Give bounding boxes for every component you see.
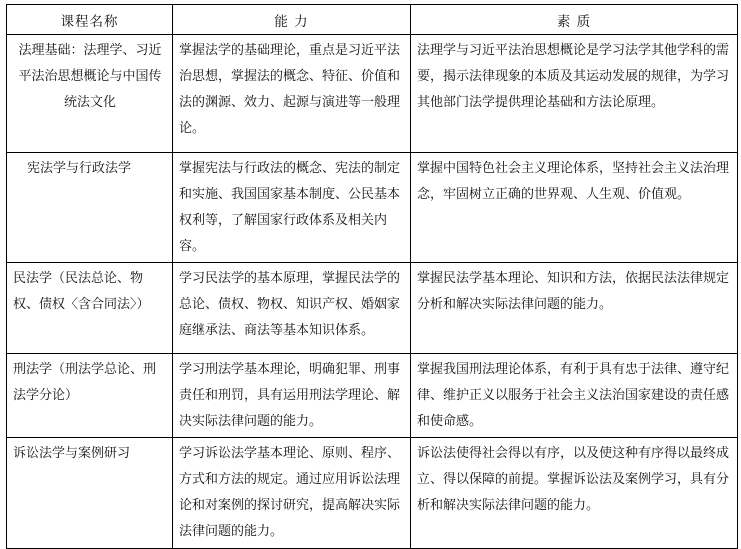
- quality-cell: 法理学与习近平法治思想概论是学习法学其他学科的需要，揭示法律现象的本质及其运动发展的规律，为学习其他部门法学提供理论基础和方法论原理。: [411, 35, 738, 153]
- course-name-cell: 宪法学与行政法学: [7, 153, 173, 263]
- course-ability-quality-table: [6, 4, 738, 549]
- table-row: [7, 153, 738, 263]
- course-name-cell: 诉讼法学与案例研习: [7, 438, 173, 549]
- quality-cell: 诉讼法使得社会得以有序，以及使这种有序得以最终成立、得以保障的前提。掌握诉讼法及案例学习，具有分析和解决实际法律问题的能力。: [411, 438, 738, 549]
- ability-cell: 学习民法学的基本原理，掌握民法学的总论、债权、物权、知识产权、婚姻家庭继承法、商法等基本知识体系。: [173, 263, 411, 354]
- table-row: [7, 354, 738, 438]
- course-name-cell: 刑法学（刑法学总论、刑法学分论）: [7, 354, 173, 438]
- course-name-cell: 民法学（民法总论、物权、债权〈含合同法〉）: [7, 263, 173, 354]
- quality-cell: 掌握中国特色社会主义理论体系，坚持社会主义法治理念，牢固树立正确的世界观、人生观、价值观。: [411, 153, 738, 263]
- quality-cell: 掌握民法学基本理论、知识和方法，依据民法法律规定分析和解决实际法律问题的能力。: [411, 263, 738, 354]
- table-row: [7, 263, 738, 354]
- course-table-container: [6, 4, 738, 549]
- course-name-cell: 法理基础：法理学、习近平法治思想概论与中国传统法文化: [7, 35, 173, 153]
- quality-cell: 掌握我国刑法理论体系，有利于具有忠于法律、遵守纪律、维护正义以服务于社会主义法治国家建设的责任感和使命感。: [411, 354, 738, 438]
- ability-cell: 掌握法学的基础理论，重点是习近平法治思想，掌握法的概念、特征、价值和法的渊源、效力、起源与演进等一般理论。: [173, 35, 411, 153]
- header-course-name: 课程名称: [7, 5, 173, 35]
- table-header-row: [7, 5, 738, 35]
- ability-cell: 掌握宪法与行政法的概念、宪法的制定和实施、我国国家基本制度、公民基本权利等，了解国家行政体系及相关内容。: [173, 153, 411, 263]
- header-quality: 素 质: [411, 5, 738, 35]
- table-row: [7, 35, 738, 153]
- header-ability: 能 力: [173, 5, 411, 35]
- ability-cell: 学习诉讼法学基本理论、原则、程序、方式和方法的规定。通过应用诉讼法理论和对案例的探讨研究，提高解决实际法律问题的能力。: [173, 438, 411, 549]
- ability-cell: 学习刑法学基本理论，明确犯罪、刑事责任和刑罚，具有运用刑法学理论、解决实际法律问题的能力。: [173, 354, 411, 438]
- table-row: [7, 438, 738, 549]
